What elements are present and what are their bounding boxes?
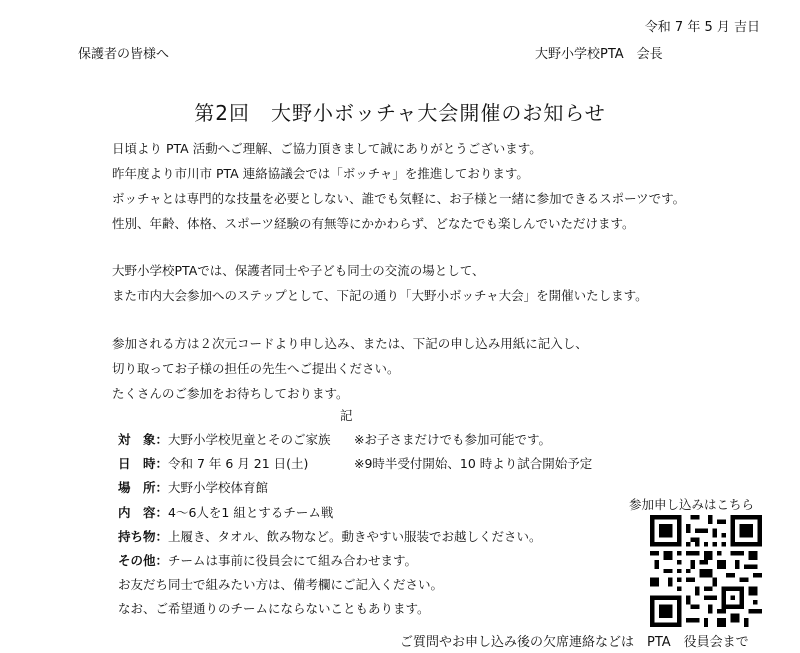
detail-label: 日 時： bbox=[118, 456, 169, 472]
qr-code-icon[interactable] bbox=[650, 515, 762, 627]
purpose-paragraph bbox=[112, 258, 648, 308]
detail-row-other-2 bbox=[118, 573, 542, 597]
detail-value: 大野小学校体育館 bbox=[168, 480, 269, 496]
detail-row-target bbox=[118, 428, 551, 452]
detail-value: なお、ご希望通りのチームにならないこともあります。 bbox=[118, 601, 430, 617]
detail-row-content bbox=[118, 501, 542, 525]
paragraph-line: ボッチャとは専門的な技量を必要としない、誰でも気軽に、お子様と一緒に参加できるスポーツです。 bbox=[112, 191, 686, 206]
event-details bbox=[118, 428, 593, 622]
detail-label: 場 所： bbox=[118, 480, 169, 496]
paragraph-line: また市内大会参加へのステップとして、下記の通り「大野小ボッチャ大会」を開催いたします。 bbox=[112, 288, 648, 303]
sender: 大野小学校PTA 会長 bbox=[535, 47, 663, 62]
ki-heading: 記 bbox=[340, 408, 353, 423]
document-date: 令和 7 年 5 月 吉日 bbox=[644, 20, 760, 35]
application-paragraph bbox=[112, 331, 588, 406]
paragraph-line: 性別、年齢、体格、スポーツ経験の有無等にかかわらず、どなたでも楽しんでいただけます。 bbox=[112, 216, 635, 231]
contact-footer: ご質問やお申し込み後の欠席連絡などは PTA 役員会まで bbox=[400, 635, 749, 650]
paragraph-line: 参加される方は２次元コードより申し込み、または、下記の申し込み用紙に記入し、 bbox=[112, 336, 588, 351]
qr-caption: 参加申し込みはこちら bbox=[629, 497, 755, 512]
detail-note: ※お子さまだけでも参加可能です。 bbox=[354, 432, 551, 447]
detail-label: 持ち物： bbox=[118, 528, 169, 544]
detail-value: 大野小学校児童とそのご家族 bbox=[168, 432, 331, 447]
detail-note: ※9時半受付開始、10 時より試合開始予定 bbox=[354, 456, 593, 472]
detail-row-other bbox=[118, 549, 542, 573]
paragraph-line: たくさんのご参加をお待ちしております。 bbox=[112, 386, 349, 401]
detail-label: 対 象： bbox=[118, 432, 169, 447]
detail-row-belongings bbox=[118, 525, 542, 549]
paragraph-line: 昨年度より市川市 PTA 連絡協議会では「ボッチャ」を推進しております。 bbox=[112, 166, 529, 181]
detail-value: 令和 7 年 6 月 21 日(土) bbox=[168, 456, 309, 472]
detail-row-datetime bbox=[118, 452, 593, 476]
paragraph-line: 大野小学校PTAでは、保護者同士や子ども同士の交流の場として、 bbox=[112, 263, 485, 278]
detail-value: お友だち同士で組みたい方は、備考欄にご記入ください。 bbox=[118, 577, 444, 593]
intro-paragraph bbox=[112, 136, 685, 236]
addressee: 保護者の皆様へ bbox=[78, 47, 170, 62]
detail-label: その他： bbox=[118, 552, 169, 568]
detail-row-other-3 bbox=[118, 597, 542, 621]
paragraph-line: 日頃より PTA 活動へご理解、ご協力頂きまして誠にありがとうございます。 bbox=[112, 141, 542, 156]
document-title: 第2回 大野小ボッチャ大会開催のお知らせ bbox=[194, 101, 606, 125]
detail-value: 4～6人を1 組とするチーム戦 bbox=[168, 504, 334, 520]
paragraph-line: 切り取ってお子様の担任の先生へご提出ください。 bbox=[112, 361, 400, 376]
detail-value: チームは事前に役員会にて組み合わせます。 bbox=[168, 552, 418, 568]
detail-value: 上履き、タオル、飲み物など。動きやすい服装でお越しください。 bbox=[168, 528, 542, 544]
detail-row-place bbox=[118, 476, 542, 500]
detail-label: 内 容： bbox=[118, 504, 169, 520]
